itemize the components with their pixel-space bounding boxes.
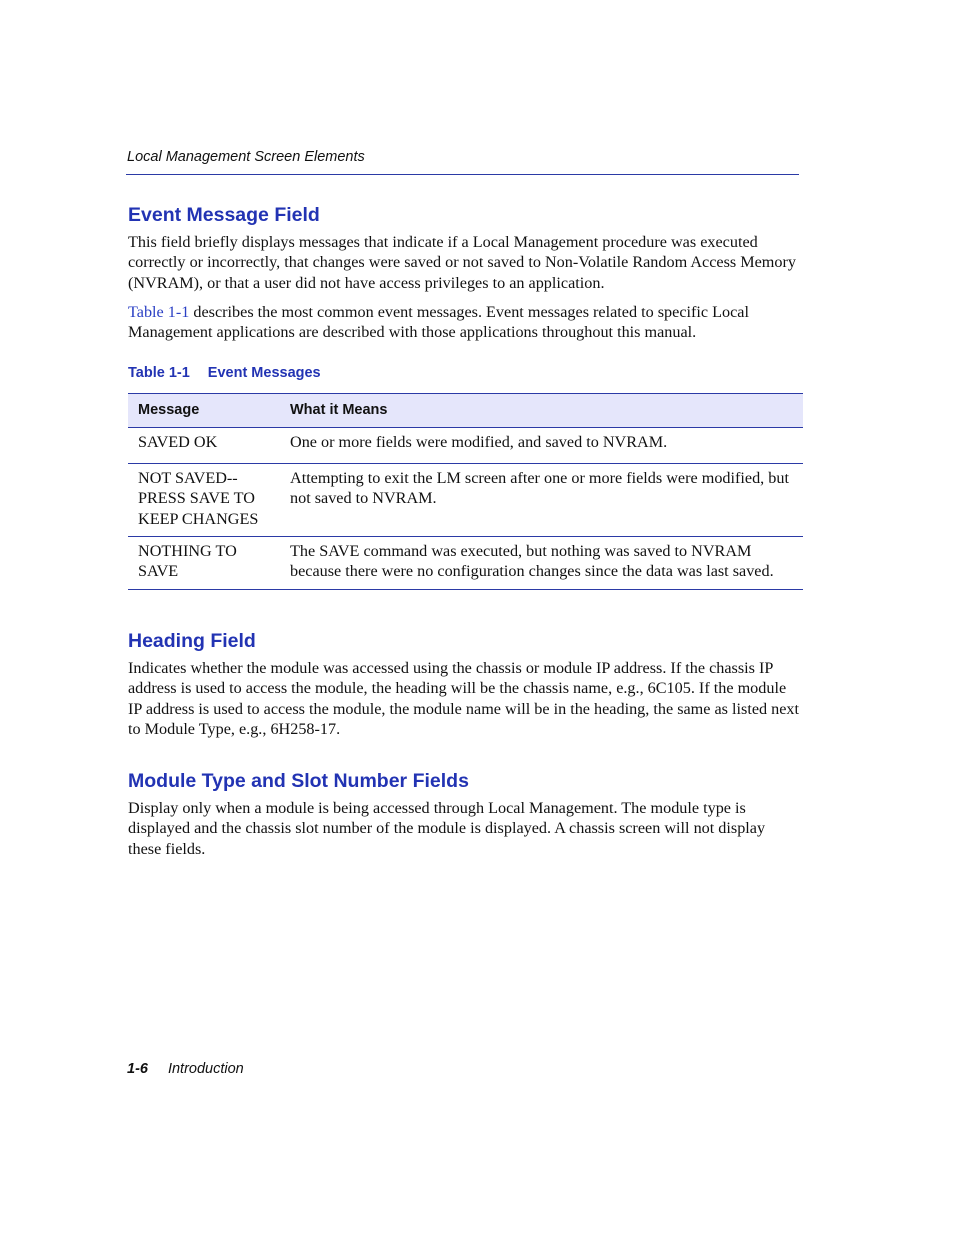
- message-cell: SAVED OK: [128, 428, 280, 463]
- column-header-message: Message: [128, 394, 280, 428]
- heading-field-paragraph: Indicates whether the module was accessed using the chassis or module IP address. If the chassis IP address is used to access the module, the heading will be the chassis name, e.g., 6C105. If the module IP address is used to access the module, the module name will be in the heading, the same as listed next to Module Type, e.g., 6H258-17.: [128, 659, 800, 739]
- running-head: Local Management Screen Elements: [127, 149, 365, 165]
- meaning-cell: One or more fields were modified, and saved to NVRAM.: [280, 428, 803, 463]
- table-row: [128, 463, 803, 536]
- table-header-row: [128, 394, 803, 428]
- table-row: [128, 537, 803, 590]
- section-heading-heading-field: Heading Field: [128, 630, 256, 652]
- chapter-name: Introduction: [167, 1061, 244, 1077]
- section-heading-event-message-field: Event Message Field: [128, 204, 320, 226]
- message-cell: NOT SAVED--PRESS SAVE TO KEEP CHANGES: [128, 463, 280, 536]
- event-messages-table: [128, 393, 803, 590]
- message-cell: NOTHING TO SAVE: [128, 537, 280, 590]
- table-reference-text: describes the most common event messages. Event messages related to specific Local Management applications are described with those applications throughout this manual.: [128, 303, 749, 342]
- meaning-cell: The SAVE command was executed, but nothing was saved to NVRAM because there were no configuration changes since the data was last saved.: [280, 537, 803, 590]
- module-type-paragraph: Display only when a module is being accessed through Local Management. The module type is displayed and the chassis slot number of the module is displayed. A chassis screen will not display these fields.: [128, 799, 766, 858]
- page-number: 1-6: [127, 1061, 148, 1077]
- table-caption: [128, 365, 321, 381]
- table-row: [128, 428, 803, 463]
- page-footer: [127, 1061, 244, 1077]
- header-rule: [126, 174, 799, 175]
- event-message-paragraph: This field briefly displays messages that indicate if a Local Management procedure was executed correctly or incorrectly, that changes were saved or not saved to Non-Volatile Random Access Memory (NVRAM), or that a user did not have access privileges to an application.: [128, 233, 796, 292]
- section-heading-module-type-slot: Module Type and Slot Number Fields: [128, 770, 469, 792]
- table-caption-title: Event Messages: [207, 365, 321, 381]
- column-header-what-it-means: What it Means: [280, 394, 803, 428]
- meaning-cell: Attempting to exit the LM screen after one or more fields were modified, but not saved to NVRAM.: [280, 463, 803, 536]
- table-reference-paragraph: [128, 302, 802, 343]
- table-caption-number: Table 1-1: [128, 365, 190, 381]
- table-1-1-link[interactable]: Table 1-1: [128, 303, 190, 321]
